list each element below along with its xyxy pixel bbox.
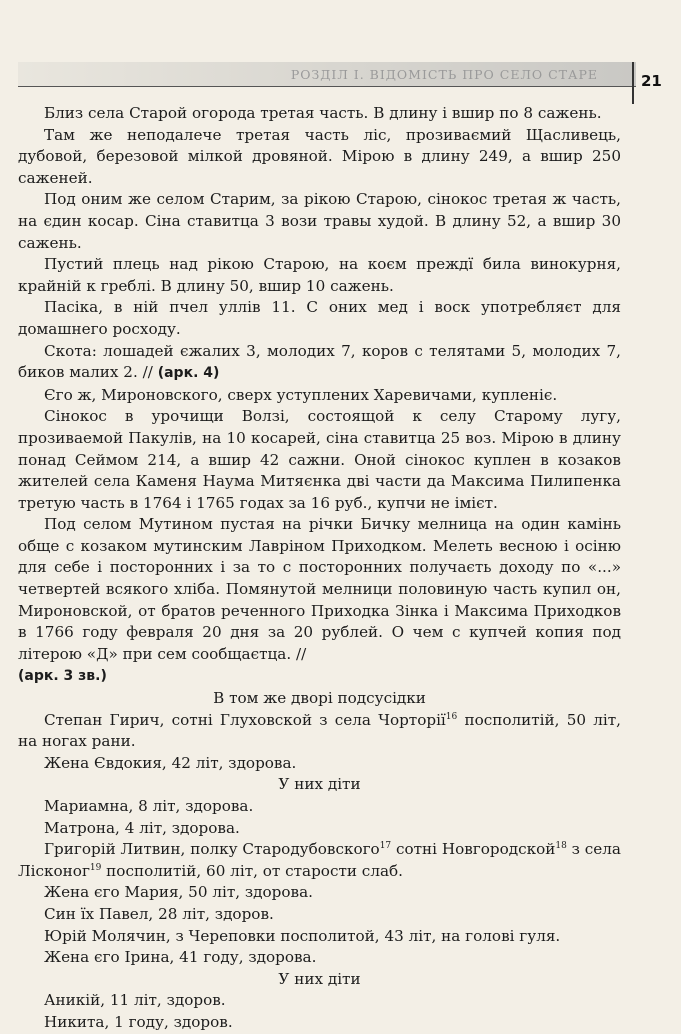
register-entry: Мариамна, 8 літ, здорова. (44, 797, 254, 815)
paragraph: Пасіка, в ній пчел уллів 11. С оних мед і воск употребляєт для домашнего росходу. (18, 298, 621, 338)
register-entry: Жена єго Мария, 50 літ, здорова. (44, 883, 313, 902)
archive-mark: (арк. 4) (157, 365, 220, 382)
paragraph (18, 341, 621, 385)
paragraph: Сінокос в урочищи Волзі, состоящой к селу Старому лугу, прозиваемой Пакулів, на 10 косарей, сіна ставитца 25 воз. Мірою в длину понад Сеймом 214, а вшир 42 сажни. Оной сінокос куплен в козаков жителей села Каменя Наума Митяєнка дві части да Максима Пилипенка третую часть в 1764 і 1765 годах за 16 руб., купчи не імієт. (18, 407, 621, 512)
footnote-ref: 17 (379, 841, 392, 852)
register-entry: Жена єго Ірина, 41 году, здорова. (44, 948, 317, 967)
entry-text: Степан Гирич, сотні Глуховской з села Чорторії (44, 710, 446, 729)
paragraph-text: Скота: лошадей єжалих 3, молодих 7, коров с телятами 5, молодих 7, биков малих 2. // (18, 341, 621, 382)
paragraph: Под селом Мутином пустая на річки Бичку мелница на один камінь обще с козаком мутинским Лавріном Приходком. Мелеть весною і осіню для себе і посторонних і за то с посторонних получаєть доходу по «...» четвертей всякого хліба. Помянутой мелници половиную часть купил он, Мироновской, от братов реченного Приходка Зінка і Максима Приходков в 1766 году февраля 20 дня за 20 рублей. О чем с купчей копия под літерою «Д» при сем сообщаєтца. // (18, 515, 621, 663)
paragraph: Под оним же селом Старим, за рікою Старою, сінокос третая ж часть, на єдин косар. Сіна ставитца 3 вози травы худой. В длину 52, а вшир 30 сажень. (18, 190, 621, 252)
header-band (18, 62, 636, 87)
page-body (18, 103, 621, 1034)
footnote-ref: 18 (555, 841, 567, 852)
register-entry: Син їх Павел, 28 літ, здоров. (44, 904, 274, 923)
page-number: 21 (641, 72, 662, 90)
entry-text: сотні Новгородской (391, 840, 556, 859)
register-entry: Матрона, 4 літ, здорова. (44, 818, 240, 837)
subheading: У них діти (278, 969, 361, 988)
entry-text: Григорій Литвин, полку Стародубовского (44, 840, 380, 859)
archive-mark-line (18, 665, 621, 688)
footnote-ref: 19 (89, 862, 102, 873)
paragraph: Близ села Старой огорода третая часть. В длину і вшир по 8 сажень. (44, 104, 602, 122)
register-entry: Аникій, 11 літ, здоров. (44, 991, 226, 1010)
subheading: В том же дворі подсусідки (213, 689, 426, 708)
section-title: РОЗДІЛ І. ВІДОМІСТЬ ПРО СЕЛО СТАРЕ (290, 67, 598, 82)
paragraph: Єго ж, Мироновского, сверх уступлених Харевичами, купленіє. (44, 385, 558, 404)
paragraph: Пустий плець над рікою Старою, на коєм преждї била винокурня, крайній к греблі. В длину 50, вшир 10 сажень. (18, 255, 621, 295)
register-entry (18, 710, 621, 753)
register-entry (18, 839, 621, 882)
footnote-ref: 16 (445, 711, 458, 722)
register-entry: Юрій Молячин, з Череповки посполитой, 43 літ, на голові гуля. (44, 926, 561, 945)
entry-text: посполитій, 50 літ, на ногах рани. (18, 710, 621, 751)
register-entry: Жена Євдокия, 42 літ, здорова. (44, 753, 297, 772)
subheading: У них діти (278, 775, 361, 794)
entry-text: з села Лісконог (18, 840, 621, 880)
paragraph: Там же неподалече третая часть ліс, прозиваємий Щасливець, дубовой, березовой мілкой дровяной. Мірою в длину 249, а вшир 250 саженей. (18, 125, 621, 187)
header-divider (632, 62, 634, 104)
archive-mark: (арк. 3 зв.) (18, 668, 107, 685)
running-header (18, 62, 663, 102)
register-entry: Никита, 1 году, здоров. (44, 1012, 233, 1031)
entry-text: посполитій, 60 літ, от старости слаб. (101, 861, 403, 880)
